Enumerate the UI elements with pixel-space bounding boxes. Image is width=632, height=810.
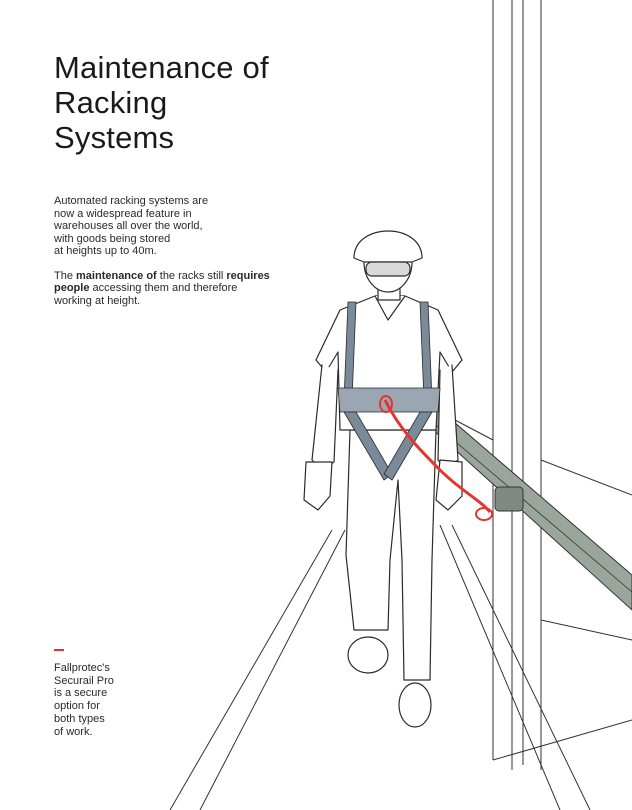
floor-line bbox=[452, 525, 590, 810]
caption-line: option for bbox=[54, 700, 100, 713]
intro-line: now a widespread feature in bbox=[54, 207, 192, 220]
title-line: Systems bbox=[54, 120, 175, 155]
text-run: the racks still bbox=[156, 269, 227, 282]
floor-line bbox=[440, 525, 560, 810]
intro-line: Automated racking systems are bbox=[54, 195, 209, 207]
maintenance-line bbox=[54, 270, 284, 283]
intro-line: at heights up to 40m. bbox=[54, 245, 157, 257]
floor-line bbox=[541, 460, 632, 495]
intro-line: with goods being stored bbox=[54, 232, 171, 245]
caption-line: is a secure bbox=[54, 687, 108, 700]
bold-run: people bbox=[54, 282, 90, 294]
caption-line: Fallprotec's bbox=[54, 662, 110, 674]
intro-paragraph bbox=[54, 195, 284, 258]
caption-line: of work. bbox=[54, 725, 93, 738]
maintenance-line bbox=[54, 282, 284, 295]
floor-line bbox=[541, 620, 632, 640]
intro-line: warehouses all over the world, bbox=[54, 220, 203, 232]
floor-line bbox=[200, 530, 345, 810]
maintenance-paragraph bbox=[54, 270, 284, 308]
title-line: Racking bbox=[54, 85, 168, 120]
title-line: Maintenance of bbox=[54, 50, 269, 85]
caption-line: both types bbox=[54, 712, 105, 725]
bold-run: requires bbox=[226, 269, 270, 282]
image-caption bbox=[54, 662, 154, 738]
accent-dash bbox=[54, 649, 64, 651]
maintenance-line: working at height. bbox=[54, 294, 141, 307]
text-run: The bbox=[54, 269, 77, 282]
page-title bbox=[54, 50, 314, 155]
intro-body bbox=[54, 195, 284, 319]
bold-run: maintenance of bbox=[76, 269, 157, 282]
text-run: accessing them and therefore bbox=[89, 282, 238, 294]
rail-trolley bbox=[495, 487, 523, 511]
caption-line: Securail Pro bbox=[54, 674, 114, 687]
floor-line bbox=[170, 530, 332, 810]
